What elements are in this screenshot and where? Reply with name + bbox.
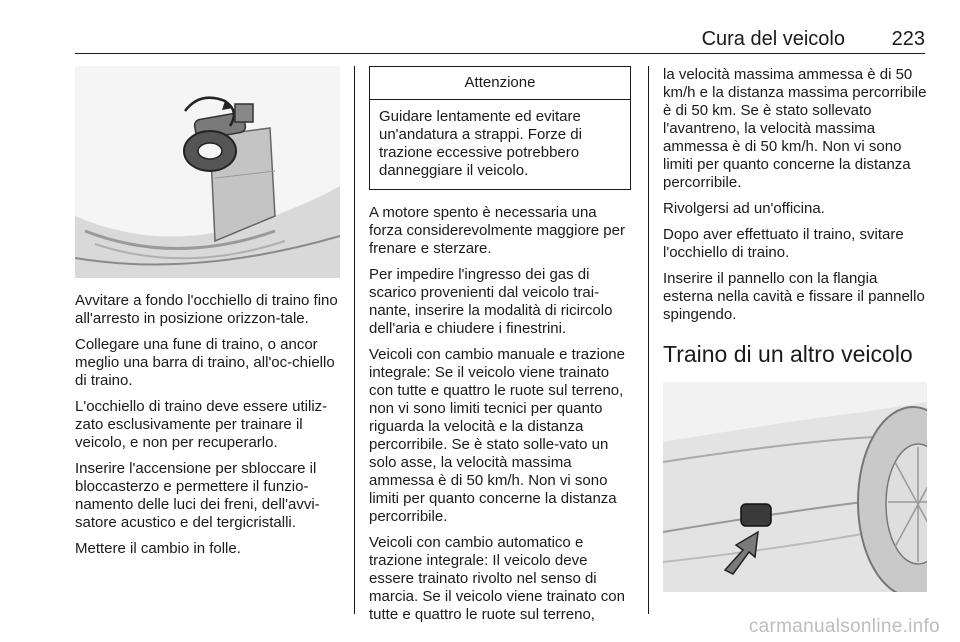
paragraph: L'occhiello di traino deve essere utiliz-zato esclusivamente per trainare il veicolo, e non per recuperarlo.	[75, 398, 328, 451]
caution-text: Guidare lentamente ed evitare un'andatura a strappi. Forze di trazione eccessive potrebbero danneggiare il veicolo.	[379, 108, 582, 179]
paragraph: Inserire l'accensione per sbloccare il bloccasterzo e permettere il funzio-namento delle luci dei freni, dell'avvi-satore acustico e del tergicristalli.	[75, 460, 320, 531]
paragraph: Veicoli con cambio automatico e trazione integrale: Il veicolo deve essere trainato rivolto nel senso di marcia. Se il veicolo viene trainato con tutte e quattro le ruote sul terreno,	[369, 534, 625, 623]
column-2	[369, 66, 631, 632]
page-number: 223	[891, 28, 925, 50]
rear-bumper-towing-eye-illustration	[663, 382, 927, 592]
paragraph: Per impedire l'ingresso dei gas di scarico provenienti dal veicolo trai-nante, inserire la modalità di ricircolo dell'aria e chiudere i finestrini.	[369, 266, 613, 337]
paragraph: Mettere il cambio in folle.	[75, 540, 241, 557]
paragraph: Inserire il pannello con la flangia esterna nella cavità e fissare il pannello spingendo.	[663, 270, 925, 323]
paragraph: Rivolgersi ad un'officina.	[663, 200, 825, 217]
paragraph: la velocità massima ammessa è di 50 km/h e la distanza massima percorribile è di 50 km. Se è stato sollevato l'avantreno, la velocità massima ammessa è di 50 km/h. Non vi sono limiti per quanto concerne la distanza percorribile.	[663, 66, 927, 191]
section-heading: Traino di un altro veicolo	[663, 341, 913, 367]
paragraph: Veicoli con cambio manuale e trazione integrale: Se il veicolo viene trainato con tutte e quattro le ruote sul terreno, non vi sono limiti tecnici per quanto riguarda la velocità e la distanza percorribile. Se è stato solle-vato un solo asse, la velocità massima ammessa è di 50 km/h. Non vi sono limiti per quanto concerne la distanza percorribile.	[369, 346, 625, 525]
tow-hook-illustration	[75, 66, 340, 278]
column-3	[663, 66, 927, 592]
paragraph: A motore spento è necessaria una forza considerevolmente maggiore per frenare e sterzare.	[369, 204, 625, 257]
paragraph: Dopo aver effettuato il traino, svitare l'occhiello di traino.	[663, 226, 904, 261]
paragraph: Avvitare a fondo l'occhiello di traino fino all'arresto in posizione orizzon-tale.	[75, 292, 338, 327]
column-divider-2	[648, 66, 649, 614]
page-header	[75, 22, 925, 52]
column-divider-1	[354, 66, 355, 614]
paragraph: Collegare una fune di traino, o ancor meglio una barra di traino, all'oc-chiello di traino.	[75, 336, 335, 389]
watermark: carmanualsonline.info	[748, 616, 940, 637]
caution-box	[369, 66, 631, 190]
column-1	[75, 66, 340, 566]
running-title: Cura del veicolo	[701, 28, 845, 50]
header-rule	[75, 53, 925, 54]
caution-title: Attenzione	[370, 67, 630, 100]
